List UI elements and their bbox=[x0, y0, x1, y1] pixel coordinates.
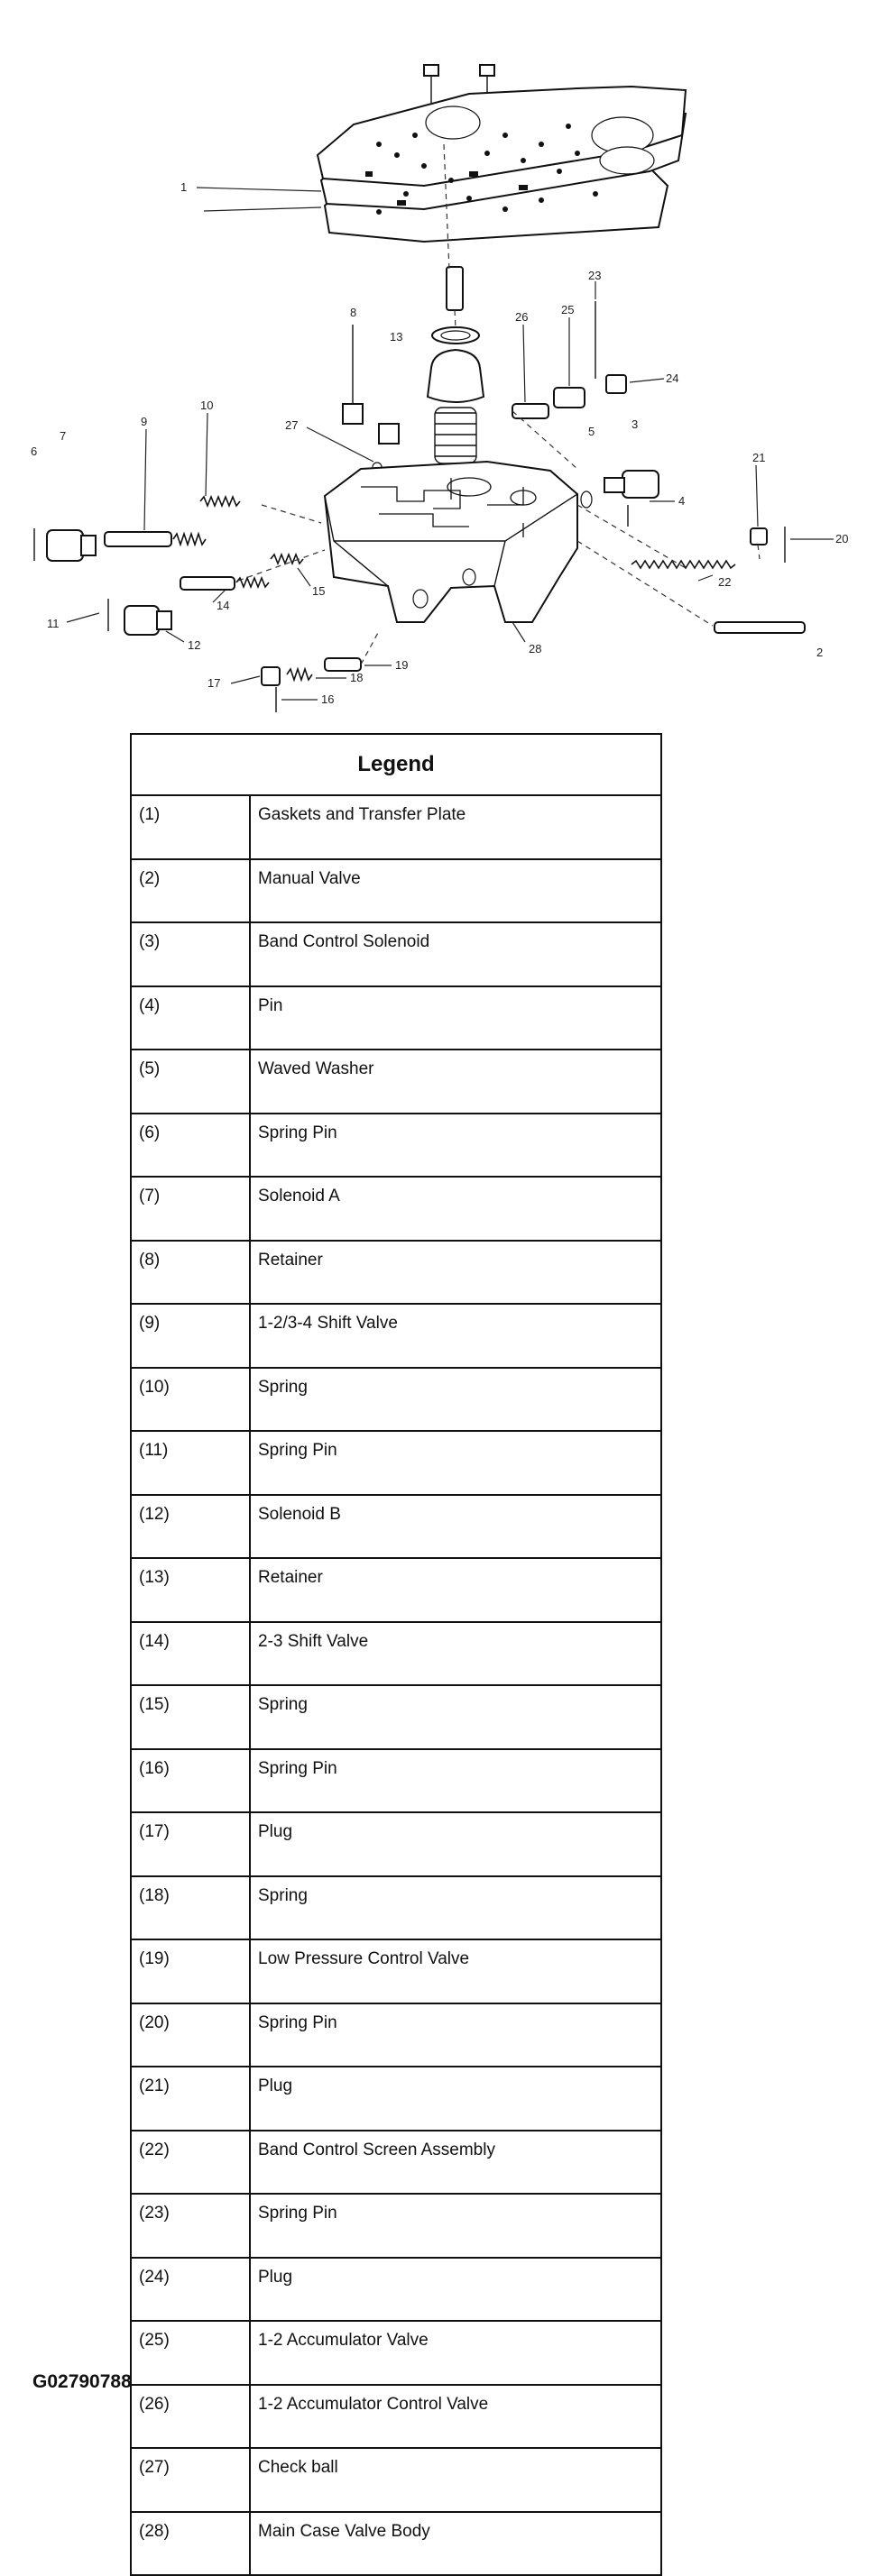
legend-item-label: Spring Pin bbox=[250, 1431, 661, 1495]
legend-item-number: (4) bbox=[131, 986, 250, 1050]
legend-row bbox=[131, 1622, 661, 1686]
legend-item-label: Low Pressure Control Valve bbox=[250, 1939, 661, 2003]
callout-14: 14 bbox=[217, 599, 230, 612]
legend-item-number: (16) bbox=[131, 1749, 250, 1813]
plug-24 bbox=[606, 375, 626, 393]
legend-title: Legend bbox=[131, 734, 661, 795]
legend-item-number: (14) bbox=[131, 1622, 250, 1686]
callout-21: 21 bbox=[752, 451, 766, 464]
legend-row bbox=[131, 859, 661, 923]
callout-20: 20 bbox=[835, 532, 849, 545]
callout-28: 28 bbox=[529, 642, 542, 655]
callout-11: 11 bbox=[47, 617, 60, 630]
exploded-view-diagram bbox=[0, 0, 885, 712]
callout-23: 23 bbox=[588, 269, 602, 282]
legend-item-number: (9) bbox=[131, 1304, 250, 1368]
legend-item-label: Spring Pin bbox=[250, 2003, 661, 2067]
legend-item-label: Pin bbox=[250, 986, 661, 1050]
callout-13: 13 bbox=[390, 330, 403, 344]
spring-18 bbox=[287, 669, 312, 680]
legend-item-number: (1) bbox=[131, 795, 250, 859]
legend-item-number: (6) bbox=[131, 1114, 250, 1178]
legend-item-number: (21) bbox=[131, 2067, 250, 2131]
callout-15: 15 bbox=[312, 584, 326, 598]
accumulator-control-valve-26 bbox=[512, 404, 549, 418]
legend-row bbox=[131, 2321, 661, 2385]
legend-item-label: Band Control Solenoid bbox=[250, 922, 661, 986]
legend-item-label: Spring Pin bbox=[250, 1114, 661, 1178]
legend-row bbox=[131, 2448, 661, 2512]
legend-item-label: 1-2 Accumulator Valve bbox=[250, 2321, 661, 2385]
legend-row bbox=[131, 1749, 661, 1813]
legend-item-number: (7) bbox=[131, 1177, 250, 1241]
legend-item-number: (15) bbox=[131, 1685, 250, 1749]
retainer-27 bbox=[373, 424, 399, 472]
legend-item-number: (28) bbox=[131, 2512, 250, 2576]
gasket-transfer-plate bbox=[318, 87, 686, 242]
legend-item-number: (11) bbox=[131, 1431, 250, 1495]
legend-row bbox=[131, 2385, 661, 2449]
callout-9: 9 bbox=[141, 415, 148, 428]
retainer-8 bbox=[343, 325, 363, 424]
legend-item-number: (18) bbox=[131, 1876, 250, 1940]
assembly-line bbox=[512, 411, 577, 469]
callout-18: 18 bbox=[350, 671, 364, 684]
legend-table bbox=[130, 733, 662, 2576]
legend-row bbox=[131, 1812, 661, 1876]
callout-22: 22 bbox=[718, 575, 732, 589]
legend-item-number: (27) bbox=[131, 2448, 250, 2512]
legend-item-label: Plug bbox=[250, 2258, 661, 2322]
callout-19: 19 bbox=[395, 658, 409, 672]
shift-valve-9 bbox=[105, 532, 206, 546]
spring-10 bbox=[200, 497, 240, 506]
legend-row bbox=[131, 1368, 661, 1432]
legend-row bbox=[131, 922, 661, 986]
legend-item-number: (23) bbox=[131, 2194, 250, 2258]
manual-valve-2 bbox=[714, 622, 805, 633]
main-case-valve-body bbox=[325, 462, 577, 622]
legend-row bbox=[131, 1939, 661, 2003]
callout-24: 24 bbox=[666, 371, 679, 385]
legend-row bbox=[131, 2067, 661, 2131]
legend-item-number: (19) bbox=[131, 1939, 250, 2003]
legend-item-label: Gaskets and Transfer Plate bbox=[250, 795, 661, 859]
legend-item-number: (25) bbox=[131, 2321, 250, 2385]
legend-row bbox=[131, 1685, 661, 1749]
legend-item-number: (26) bbox=[131, 2385, 250, 2449]
legend-row bbox=[131, 1495, 661, 1559]
assembly-line bbox=[455, 310, 456, 328]
legend-item-label: Retainer bbox=[250, 1241, 661, 1305]
legend-item-label: Spring Pin bbox=[250, 1749, 661, 1813]
legend-row bbox=[131, 2194, 661, 2258]
legend-item-label: Band Control Screen Assembly bbox=[250, 2131, 661, 2195]
solenoid-a bbox=[34, 528, 96, 561]
callout-2: 2 bbox=[816, 646, 824, 659]
callout-26: 26 bbox=[515, 310, 529, 324]
band-control-solenoid-3 bbox=[604, 471, 659, 498]
legend-item-label: Spring bbox=[250, 1685, 661, 1749]
callout-17: 17 bbox=[207, 676, 221, 690]
assembly-line bbox=[758, 545, 760, 559]
legend-row bbox=[131, 1304, 661, 1368]
legend-item-label: Main Case Valve Body bbox=[258, 2521, 430, 2541]
legend-row bbox=[131, 1177, 661, 1241]
assembly-line bbox=[577, 541, 713, 626]
legend-row bbox=[131, 1050, 661, 1114]
callout-10: 10 bbox=[200, 399, 214, 412]
legend-body bbox=[131, 795, 661, 2575]
callout-5: 5 bbox=[588, 425, 595, 438]
assembly-line bbox=[262, 505, 321, 523]
legend-item-label: Solenoid B bbox=[250, 1495, 661, 1559]
legend-row bbox=[131, 2131, 661, 2195]
legend-item-label: Plug bbox=[250, 2067, 661, 2131]
legend-item-label: Solenoid A bbox=[250, 1177, 661, 1241]
legend-row bbox=[131, 986, 661, 1050]
legend-row bbox=[131, 1241, 661, 1305]
plug-17 bbox=[262, 667, 280, 685]
legend-item-number: (22) bbox=[131, 2131, 250, 2195]
accumulator-retainer bbox=[428, 267, 484, 463]
legend-row bbox=[131, 1431, 661, 1495]
plug-21 bbox=[751, 528, 767, 545]
legend-item-number: (17) bbox=[131, 1812, 250, 1876]
legend-item-label: 2-3 Shift Valve bbox=[250, 1622, 661, 1686]
legend-row bbox=[131, 1876, 661, 1940]
legend-item-label: 1-2/3-4 Shift Valve bbox=[250, 1304, 661, 1368]
legend-item-number: (8) bbox=[131, 1241, 250, 1305]
callout-4: 4 bbox=[678, 494, 686, 508]
callout-6: 6 bbox=[31, 445, 38, 458]
bolt-left bbox=[424, 65, 438, 106]
legend-item-number: (3) bbox=[131, 922, 250, 986]
legend-item-number: (20) bbox=[131, 2003, 250, 2067]
legend-row bbox=[131, 795, 661, 859]
legend-item-label: Spring Pin bbox=[250, 2194, 661, 2258]
legend-item-number: (13) bbox=[131, 1558, 250, 1622]
legend-row bbox=[131, 2258, 661, 2322]
legend-item-number: (2) bbox=[131, 859, 250, 923]
callout-8: 8 bbox=[350, 306, 357, 319]
solenoid-b bbox=[108, 599, 171, 635]
figure-id: G02790788 bbox=[32, 2371, 132, 2392]
low-pressure-valve-19 bbox=[325, 658, 361, 671]
shift-valve-14 bbox=[180, 577, 269, 590]
legend-row bbox=[131, 2512, 661, 2576]
assembly-line bbox=[577, 505, 686, 568]
callout-25: 25 bbox=[561, 303, 575, 316]
callout-7: 7 bbox=[60, 429, 67, 443]
legend-row bbox=[131, 1114, 661, 1178]
legend-item-number: (24) bbox=[131, 2258, 250, 2322]
legend-item-label: Check ball bbox=[250, 2448, 661, 2512]
legend-item-label: Plug bbox=[250, 1812, 661, 1876]
waved-washer-5 bbox=[581, 491, 592, 508]
legend-header-row bbox=[131, 734, 661, 795]
legend-item-label: Spring bbox=[250, 1368, 661, 1432]
legend-item-label: Spring bbox=[250, 1876, 661, 1940]
legend-item-label: 1-2 Accumulator Control Valve bbox=[250, 2385, 661, 2449]
legend-item-label: Retainer bbox=[250, 1558, 661, 1622]
callout-1: 1 bbox=[180, 180, 188, 194]
legend-row bbox=[131, 2003, 661, 2067]
legend-item-label: Waved Washer bbox=[250, 1050, 661, 1114]
accumulator-valve-25 bbox=[554, 388, 585, 408]
legend-item-number: (10) bbox=[131, 1368, 250, 1432]
legend-item-number: (12) bbox=[131, 1495, 250, 1559]
callout-3: 3 bbox=[631, 417, 639, 431]
legend-item-label: Manual Valve bbox=[250, 859, 661, 923]
legend-item-number: (5) bbox=[131, 1050, 250, 1114]
callout-16: 16 bbox=[321, 692, 335, 706]
callout-27: 27 bbox=[285, 418, 299, 432]
callout-12: 12 bbox=[188, 638, 201, 652]
legend-row bbox=[131, 1558, 661, 1622]
assembly-line bbox=[361, 631, 379, 665]
